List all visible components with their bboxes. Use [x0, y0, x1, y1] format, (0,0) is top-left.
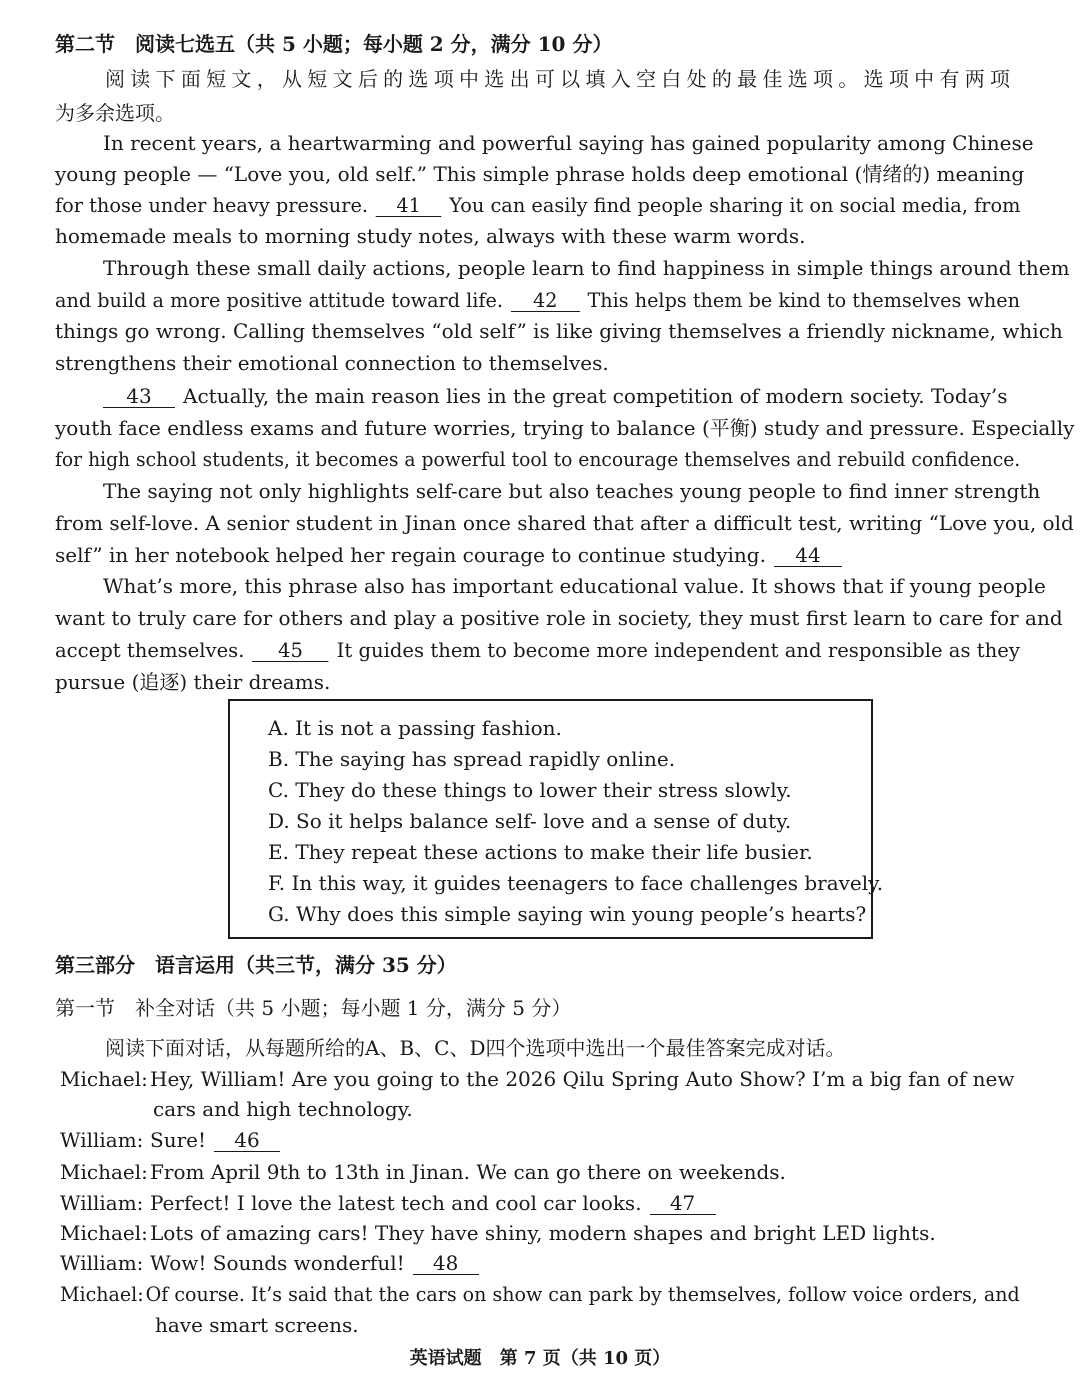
answer-blank: 41 [376, 194, 442, 217]
options-box [228, 699, 884, 939]
speaker-name: Michael: [60, 1282, 144, 1306]
dialogue-text: From April 9th to 13th in Jinan. We can go there on weekends. [150, 1160, 786, 1184]
section-heading: 第二节 阅读七选五（共 5 小题；每小题 2 分，满分 10 分） [55, 32, 613, 56]
speaker-name: William: [60, 1191, 144, 1215]
passage-line [55, 635, 1020, 665]
answer-blank: 46 [214, 1129, 280, 1152]
speaker-name: William: [60, 1251, 144, 1275]
instruction-text: 为多余选项。 [55, 101, 175, 125]
instruction-text: 阅读下面对话，从每题所给的A、B、C、D四个选项中选出一个最佳答案完成对话。 [105, 1036, 846, 1060]
answer-blank: 42 [511, 289, 580, 312]
passage-line [55, 540, 850, 570]
option-c: C. They do these things to lower their stress slowly. [268, 778, 792, 802]
passage-line: things go wrong. Calling themselves “old self” is like giving themselves a friendly nickname, which [55, 319, 1063, 343]
answer-blank: 48 [413, 1252, 479, 1275]
instruction-text: 阅读下面短文，从短文后的选项中选出可以填入空白处的最佳选项。选项中有两项 [105, 67, 1010, 91]
passage-line: homemade meals to morning study notes, always with these warm words. [55, 224, 806, 248]
page-footer: 英语试题 第 7 页（共 10 页） [409, 1348, 671, 1369]
passage-text: for those under heavy pressure. [55, 193, 369, 217]
speaker-name: Michael: [60, 1067, 148, 1091]
passage-text: and build a more positive attitude toward life. [55, 288, 503, 312]
passage-line: strengthens their emotional connection to themselves. [55, 351, 609, 375]
dialogue-line: cars and high technology. [153, 1097, 413, 1121]
passage-text: It guides them to become more independent and responsible as they [336, 638, 1020, 662]
passage-line: young people — “Love you, old self.” This simple phrase holds deep emotional (情绪的) meaning [55, 162, 1025, 186]
passage-text: self” in her notebook helped her regain courage to continue studying. [55, 543, 766, 567]
option-a: A. It is not a passing fashion. [268, 716, 562, 740]
dialogue-line [60, 1125, 288, 1155]
dialogue-line [60, 1248, 487, 1278]
passage-text: Actually, the main reason lies in the great competition of modern society. Today’s [183, 384, 1008, 408]
option-f: F. In this way, it guides teenagers to face challenges bravely. [268, 871, 884, 895]
passage-line [55, 190, 1020, 220]
dialogue-line [60, 1218, 936, 1248]
answer-blank: 47 [650, 1192, 716, 1215]
option-e: E. They repeat these actions to make their life busier. [268, 840, 813, 864]
dialogue-line [60, 1279, 1020, 1309]
dialogue-text: Sure! [150, 1128, 207, 1152]
answer-blank: 44 [774, 544, 842, 567]
part-heading: 第三部分 语言运用（共三节，满分 35 分） [55, 953, 457, 977]
passage-line: want to truly care for others and play a positive role in society, they must first learn to care for and [55, 606, 1063, 630]
passage-line: What’s more, this phrase also has important educational value. It shows that if young people [103, 574, 1046, 598]
speaker-name: Michael: [60, 1160, 148, 1184]
passage-line: for high school students, it becomes a powerful tool to encourage themselves and rebuild confidence. [55, 447, 1021, 471]
passage-text: This helps them be kind to themselves when [587, 288, 1020, 312]
passage-line: from self-love. A senior student in Jinan once shared that after a difficult test, writing “Love you, old [55, 511, 1074, 535]
sub-heading: 第一节 补全对话（共 5 小题；每小题 1 分，满分 5 分） [55, 996, 572, 1020]
dialogue-line: have smart screens. [155, 1313, 359, 1337]
speaker-name: Michael: [60, 1221, 148, 1245]
option-g: G. Why does this simple saying win young people’s hearts? [268, 902, 867, 926]
passage-line: youth face endless exams and future worries, trying to balance (平衡) study and pressure. Especially [55, 416, 1075, 440]
dialogue-line [60, 1157, 786, 1187]
dialogue-line [60, 1188, 724, 1218]
passage-text: accept themselves. [55, 638, 245, 662]
passage-line: Through these small daily actions, people learn to find happiness in simple things around them [103, 256, 1070, 280]
option-b: B. The saying has spread rapidly online. [268, 747, 676, 771]
dialogue-text: Lots of amazing cars! They have shiny, modern shapes and bright LED lights. [150, 1221, 936, 1245]
dialogue-text: Wow! Sounds wonderful! [150, 1251, 405, 1275]
dialogue-line [60, 1064, 1015, 1094]
dialogue-text: Perfect! I love the latest tech and cool car looks. [150, 1191, 642, 1215]
speaker-name: William: [60, 1128, 144, 1152]
dialogue-text: Of course. It’s said that the cars on show can park by themselves, follow voice orders, and [145, 1282, 1020, 1306]
passage-text: You can easily find people sharing it on social media, from [449, 193, 1021, 217]
dialogue-text: Hey, William! Are you going to the 2026 Qilu Spring Auto Show? I’m a big fan of new [150, 1067, 1015, 1091]
option-d: D. So it helps balance self- love and a sense of duty. [268, 809, 792, 833]
passage-line [95, 381, 1008, 411]
passage-line: The saying not only highlights self-care but also teaches young people to find inner strength [103, 479, 1041, 503]
passage-line: pursue (追逐) their dreams. [55, 670, 331, 694]
answer-blank: 43 [103, 385, 175, 408]
passage-line: In recent years, a heartwarming and powerful saying has gained popularity among Chinese [103, 131, 1034, 155]
passage-line [55, 285, 1020, 315]
answer-blank: 45 [252, 639, 328, 662]
